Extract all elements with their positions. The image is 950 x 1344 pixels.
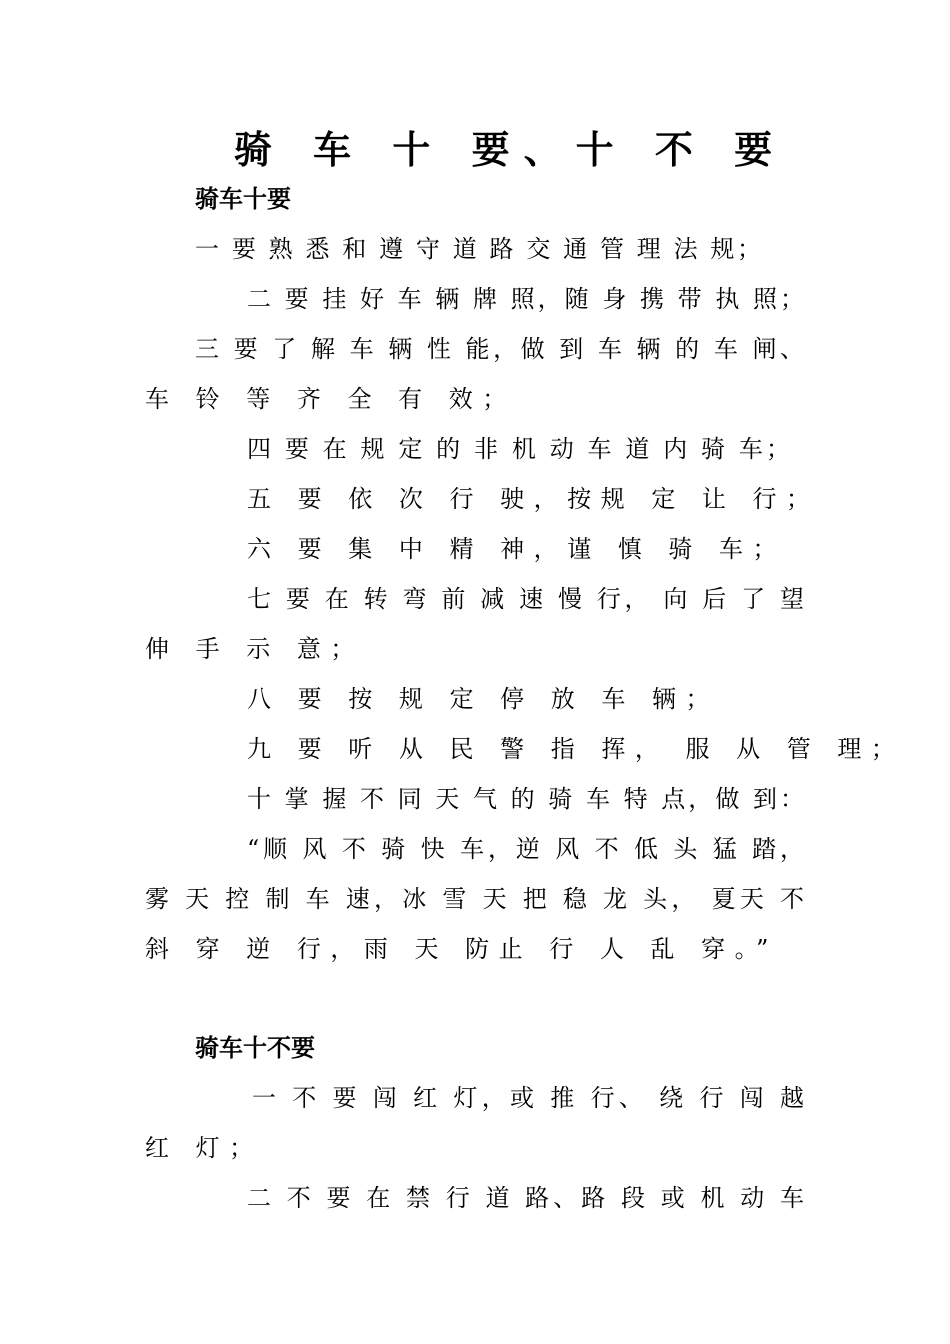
rule-line-1: 一 要 熟 悉 和 遵 守 道 路 交 通 管 理 法 规； (195, 235, 761, 263)
page-title: 骑 车 十 要、十 不 要 (233, 127, 787, 172)
dont-line-2: 二 不 要 在 禁 行 道 路、路 段 或 机 动 车 (247, 1184, 804, 1212)
rule-line-10-quote-2: 雾 天 控 制 车 速，冰 雪 天 把 稳 龙 头， 夏天 不 (145, 885, 804, 913)
rule-line-10: 十 掌 握 不 同 天 气 的 骑 车 特 点，做 到： (247, 785, 804, 813)
rule-line-7-cont: 伸 手 示 意； (145, 635, 364, 663)
rule-line-3: 三 要 了 解 车 辆 性 能，做 到 车 辆 的 车 闸、 (195, 335, 804, 363)
rule-line-6: 六 要 集 中 精 神，谨 慎 骑 车； (247, 535, 787, 563)
rule-line-3-cont: 车 铃 等 齐 全 有 效； (145, 385, 516, 413)
section-heading-ten-donts: 骑车十不要 (195, 1033, 315, 1062)
rule-line-8: 八 要 按 规 定 停 放 车 辆； (247, 685, 720, 713)
dont-line-1: 一 不 要 闯 红 灯，或 推 行、 绕 行 闯 越 (252, 1084, 804, 1112)
rule-line-4: 四 要 在 规 定 的 非 机 动 车 道 内 骑 车； (247, 435, 790, 463)
dont-line-1-cont: 红 灯； (145, 1134, 263, 1162)
rule-line-10-quote-3: 斜 穿 逆 行，雨 天 防止 行 人 乱 穿。” (145, 935, 778, 963)
rule-line-10-quote-1: “顺 风 不 骑 快 车，逆 风 不 低 头 猛 踏， (247, 835, 804, 863)
rule-line-9: 九 要 听 从 民 警 指 挥， 服 从 管 理； (247, 735, 905, 763)
rule-line-5: 五 要 依 次 行 驶，按规 定 让 行； (247, 485, 820, 513)
rule-line-2: 二 要 挂 好 车 辆 牌 照，随 身 携 带 执 照； (247, 285, 804, 313)
rule-line-7: 七 要 在 转 弯 前 减 速 慢 行， 向 后 了 望 (247, 585, 804, 613)
section-heading-ten-dos: 骑车十要 (195, 184, 291, 213)
